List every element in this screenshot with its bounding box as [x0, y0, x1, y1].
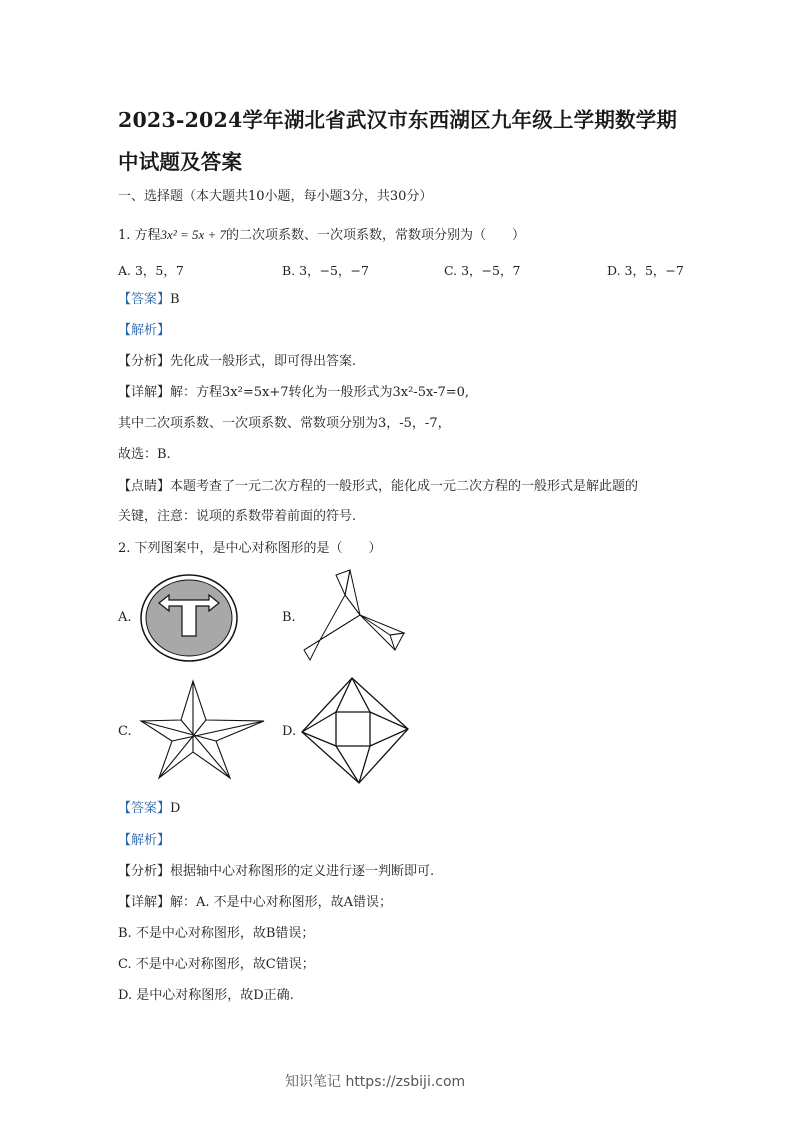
q2-fenxi	[118, 863, 434, 881]
figure-a-traffic-sign-icon	[139, 573, 239, 663]
q1-option-a: A. 3，5，7	[118, 263, 184, 278]
dianjing-text: 本题考查了一元二次方程的一般形式，能化成一元二次方程的一般形式是解此题的	[170, 479, 639, 494]
fenxi-tag: 【分析】	[118, 864, 171, 879]
figure-b-pinwheel-icon	[300, 565, 410, 665]
answer-value: B	[170, 292, 180, 307]
q1-answer	[118, 291, 180, 309]
q1-stem	[118, 226, 525, 245]
q1-prefix: 1. 方程	[118, 228, 161, 243]
q2-line-c: C. 不是中心对称图形，故C错误；	[118, 957, 315, 972]
q1-option-b: B. 3，−5，−7	[282, 263, 369, 278]
q2-label-b: B.	[282, 610, 296, 625]
q1-suffix: 的二次项系数、一次项系数，常数项分别为（ ）	[226, 228, 526, 243]
q2-label-d: D.	[282, 724, 297, 739]
q2-answer	[118, 800, 180, 818]
fenxi-text: 先化成一般形式，即可得出答案.	[170, 354, 357, 369]
q1-line2: 其中二次项系数、一次项系数、常数项分别为3，-5，-7，	[118, 416, 451, 431]
page-title-line1: 2023-2024学年湖北省武汉市东西湖区九年级上学期数学期	[118, 108, 678, 132]
answer-tag: 【答案】	[118, 292, 171, 307]
q1-analysis-tag: 【解析】	[118, 323, 171, 338]
q2-analysis-tag: 【解析】	[118, 833, 171, 848]
q1-option-d: D. 3，5，−7	[607, 263, 684, 278]
q2-line-d: D. 是中心对称图形，故D正确.	[118, 988, 294, 1003]
figure-c-star-icon	[139, 678, 267, 782]
q2-label-c: C.	[118, 724, 132, 739]
figure-d-square-pattern-icon	[300, 676, 412, 786]
page-title-line2: 中试题及答案	[118, 150, 243, 174]
q2-label-a: A.	[118, 610, 132, 625]
fenxi-tag: 【分析】	[118, 354, 171, 369]
footer-link[interactable]: 知识笔记 https://zsbiji.com	[285, 1074, 466, 1090]
q1-dianjing	[118, 478, 638, 496]
section-heading: 一、选择题（本大题共10小题，每小题3分，共30分）	[118, 189, 433, 204]
xiangjie-text: 解：方程3x²=5x+7转化为一般形式为3x²-5x-7=0,	[170, 385, 470, 400]
answer-value: D	[170, 801, 181, 816]
q1-equation: 3x² = 5x + 7	[160, 227, 227, 242]
fenxi-text: 根据轴中心对称图形的定义进行逐一判断即可.	[170, 864, 435, 879]
q2-xiangjie	[118, 894, 392, 912]
q1-line3: 故选：B.	[118, 447, 171, 462]
xiangjie-text: 解：A. 不是中心对称图形，故A错误；	[170, 895, 393, 910]
dianjing-tag: 【点睛】	[118, 479, 171, 494]
answer-tag: 【答案】	[118, 801, 171, 816]
q1-fenxi	[118, 353, 356, 371]
xiangjie-tag: 【详解】	[118, 895, 171, 910]
xiangjie-tag: 【详解】	[118, 385, 171, 400]
q2-stem: 2. 下列图案中，是中心对称图形的是（ ）	[118, 541, 382, 556]
q1-xiangjie	[118, 384, 469, 402]
q1-option-c: C. 3，−5，7	[444, 263, 521, 278]
q1-dianjing2: 关键，注意：说项的系数带着前面的符号.	[118, 509, 357, 524]
q2-line-b: B. 不是中心对称图形，故B错误；	[118, 926, 315, 941]
